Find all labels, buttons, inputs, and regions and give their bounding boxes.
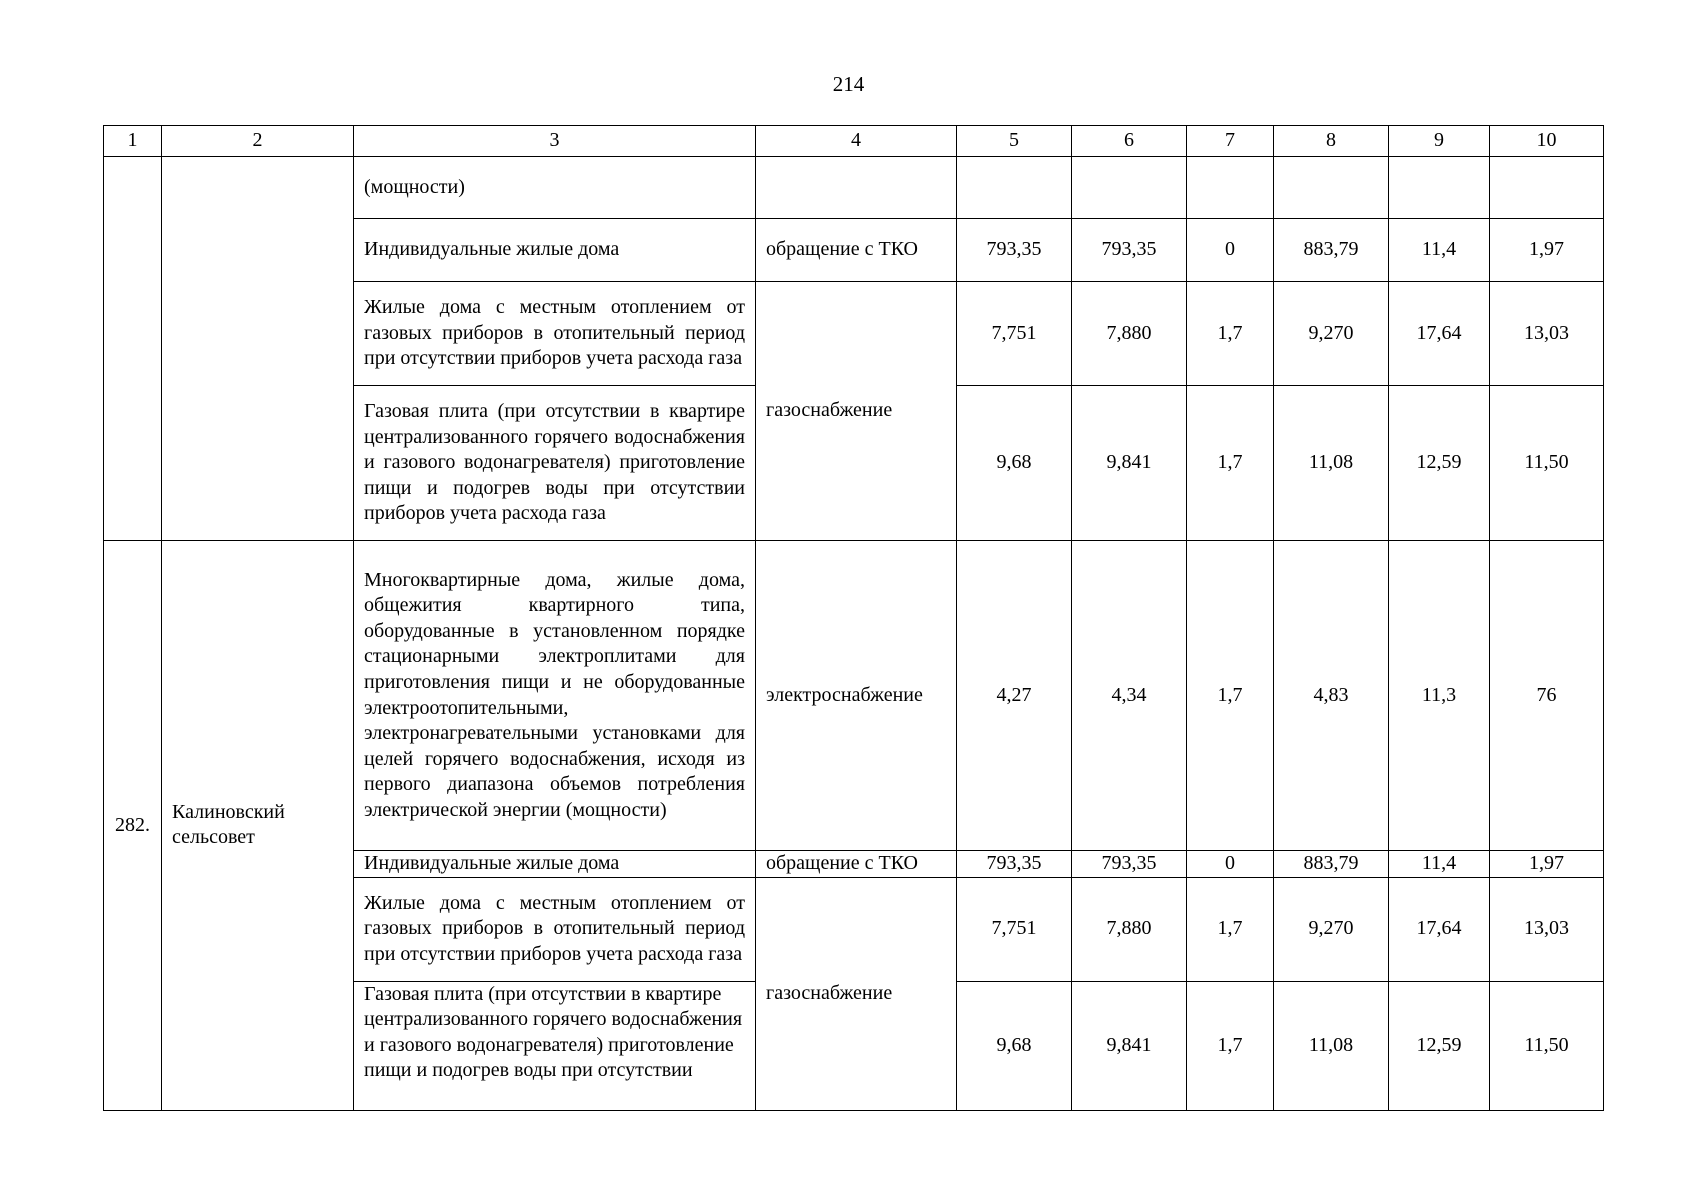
value-cell: 9,270 — [1274, 877, 1389, 981]
value-cell — [1187, 157, 1274, 219]
value-cell: 793,35 — [1072, 851, 1187, 878]
value-cell: 1,97 — [1490, 851, 1604, 878]
description-cell — [354, 981, 756, 1110]
value-cell — [1274, 157, 1389, 219]
table-header-row — [104, 126, 1604, 157]
service-cell: обращение с ТКО — [756, 219, 957, 282]
value-cell: 0 — [1187, 219, 1274, 282]
description-cell: Индивидуальные жилые дома — [354, 219, 756, 282]
value-cell: 76 — [1490, 541, 1604, 851]
value-cell: 1,7 — [1187, 282, 1274, 386]
value-cell: 1,97 — [1490, 219, 1604, 282]
value-cell: 1,7 — [1187, 981, 1274, 1110]
value-cell: 793,35 — [957, 219, 1072, 282]
value-cell: 1,7 — [1187, 877, 1274, 981]
service-cell: электроснабжение — [756, 541, 957, 851]
service-cell — [756, 157, 957, 219]
value-cell: 11,08 — [1274, 981, 1389, 1110]
value-cell: 12,59 — [1389, 981, 1490, 1110]
value-cell: 11,4 — [1389, 219, 1490, 282]
value-cell: 11,50 — [1490, 386, 1604, 541]
description-cell: Газовая плита (при отсутствии в квартире централизованного горячего водоснабжения и газового водонагревателя) приготовление пищи и подогрев воды при отсутствии приборов учета расхода газа — [354, 386, 756, 541]
column-header: 7 — [1187, 126, 1274, 157]
value-cell: 7,751 — [957, 282, 1072, 386]
column-header: 6 — [1072, 126, 1187, 157]
row-number-cell: 282. — [104, 541, 162, 1111]
value-cell: 9,841 — [1072, 386, 1187, 541]
page-number: 214 — [832, 72, 865, 96]
municipality-cell — [162, 157, 354, 541]
value-cell — [1490, 157, 1604, 219]
description-cell: Многоквартирные дома, жилые дома, общежития квартирного типа, оборудованные в установленном порядке стационарными электроплитами для приготовления пищи и не оборудованные электроотопительными, электронагревательными установками для целей горячего водоснабжения, исходя из первого диапазона объемов потребления электрической энергии (мощности) — [354, 541, 756, 851]
value-cell: 11,3 — [1389, 541, 1490, 851]
value-cell — [957, 157, 1072, 219]
value-cell: 1,7 — [1187, 386, 1274, 541]
value-cell: 4,27 — [957, 541, 1072, 851]
tariff-table — [103, 125, 1604, 1111]
value-cell — [1389, 157, 1490, 219]
value-cell: 793,35 — [1072, 219, 1187, 282]
value-cell: 9,841 — [1072, 981, 1187, 1110]
value-cell: 7,880 — [1072, 282, 1187, 386]
description-cell: (мощности) — [354, 157, 756, 219]
value-cell: 4,83 — [1274, 541, 1389, 851]
column-header: 2 — [162, 126, 354, 157]
municipality-cell: Калиновский сельсовет — [162, 541, 354, 1111]
service-cell: обращение с ТКО — [756, 851, 957, 878]
value-cell — [1072, 157, 1187, 219]
value-cell: 11,08 — [1274, 386, 1389, 541]
value-cell: 0 — [1187, 851, 1274, 878]
description-cell: Жилые дома с местным отоплением от газовых приборов в отопительный период при отсутствии приборов учета расхода газа — [354, 877, 756, 981]
value-cell: 9,68 — [957, 386, 1072, 541]
value-cell: 13,03 — [1490, 877, 1604, 981]
service-cell: газоснабжение — [756, 877, 957, 1110]
value-cell: 9,68 — [957, 981, 1072, 1110]
value-cell: 13,03 — [1490, 282, 1604, 386]
column-header: 10 — [1490, 126, 1604, 157]
value-cell: 11,4 — [1389, 851, 1490, 878]
column-header: 5 — [957, 126, 1072, 157]
value-cell: 7,751 — [957, 877, 1072, 981]
value-cell: 9,270 — [1274, 282, 1389, 386]
value-cell: 17,64 — [1389, 877, 1490, 981]
column-header: 1 — [104, 126, 162, 157]
value-cell: 7,880 — [1072, 877, 1187, 981]
column-header: 4 — [756, 126, 957, 157]
column-header: 3 — [354, 126, 756, 157]
value-cell: 883,79 — [1274, 219, 1389, 282]
column-header: 9 — [1389, 126, 1490, 157]
value-cell: 793,35 — [957, 851, 1072, 878]
service-cell: газоснабжение — [756, 282, 957, 541]
description-cell: Жилые дома с местным отоплением от газовых приборов в отопительный период при отсутствии приборов учета расхода газа — [354, 282, 756, 386]
description-cell: Индивидуальные жилые дома — [354, 851, 756, 878]
value-cell: 883,79 — [1274, 851, 1389, 878]
column-header: 8 — [1274, 126, 1389, 157]
value-cell: 1,7 — [1187, 541, 1274, 851]
table-row — [104, 157, 1604, 219]
table-row — [104, 541, 1604, 851]
value-cell: 11,50 — [1490, 981, 1604, 1110]
value-cell: 4,34 — [1072, 541, 1187, 851]
value-cell: 17,64 — [1389, 282, 1490, 386]
description-text: Газовая плита (при отсутствии в квартире централизованного горячего водоснабжения и газового водонагревателя) приготовление пищи и подогрев воды при отсутствии — [364, 982, 743, 1082]
row-number-cell — [104, 157, 162, 541]
value-cell: 12,59 — [1389, 386, 1490, 541]
